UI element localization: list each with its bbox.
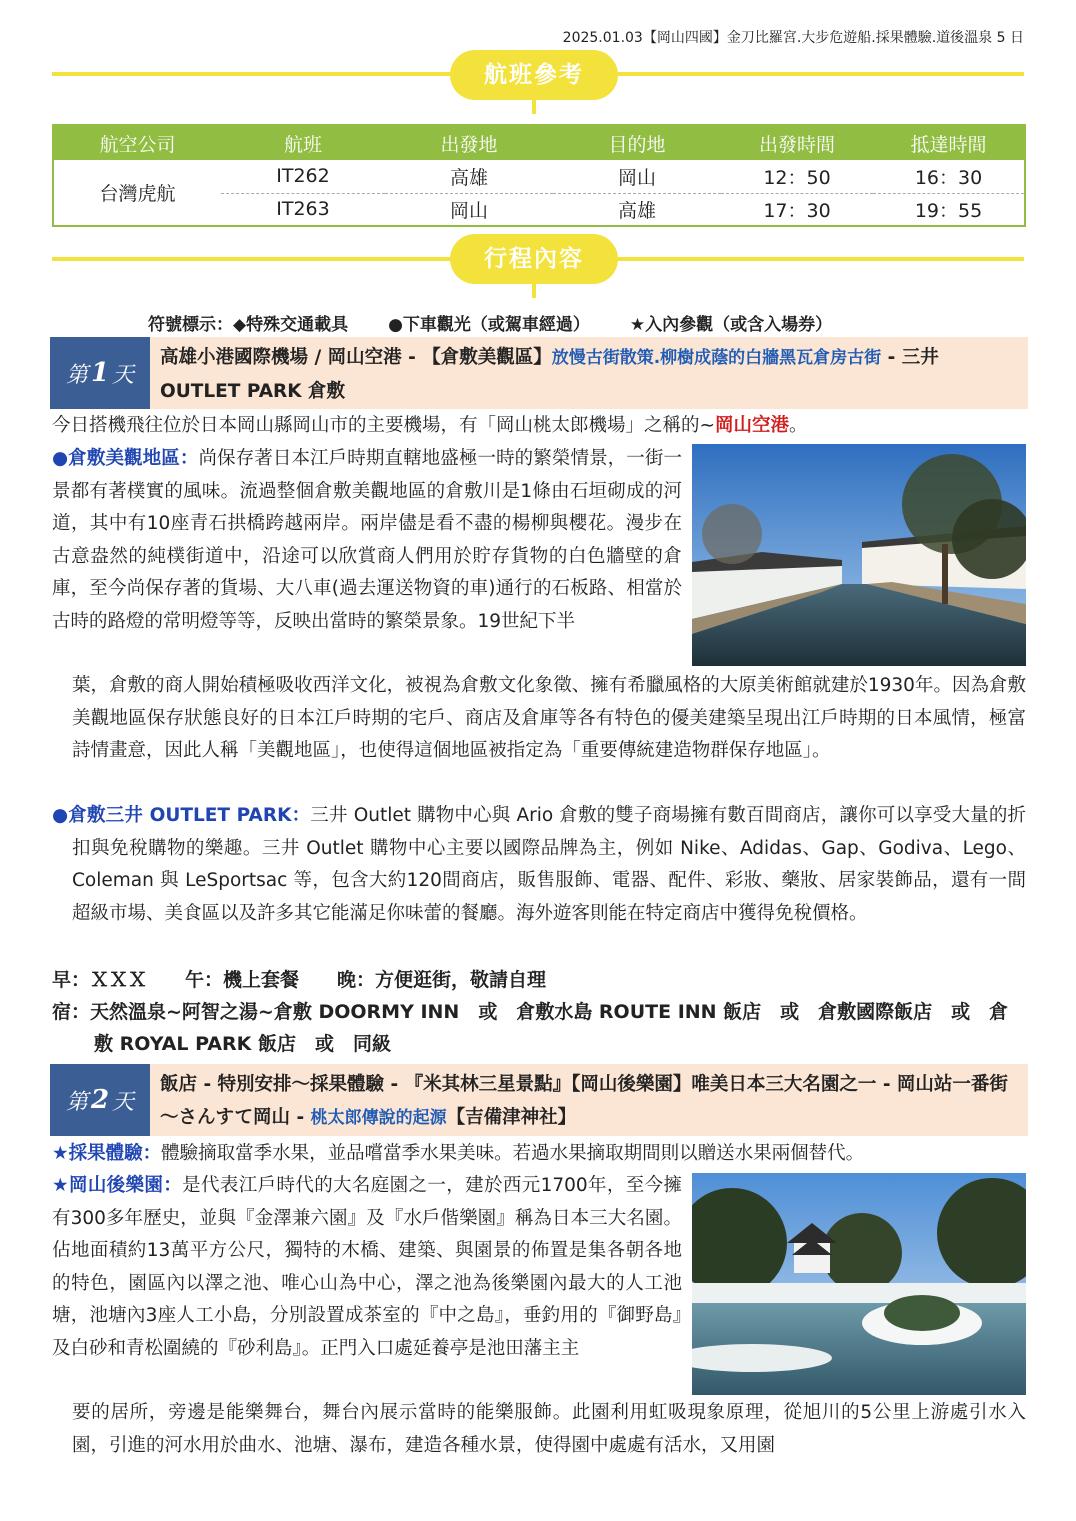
day-label-prefix: 第 bbox=[65, 1089, 88, 1115]
intro-text: 今日搭機飛往位於日本岡山縣岡山市的主要機場，有「岡山桃太郎機場」之稱的~ bbox=[52, 415, 716, 436]
korakuen-title: ★岡山後樂園： bbox=[52, 1175, 183, 1196]
flight-row bbox=[53, 160, 1025, 193]
fruit-picking-title: ★採果體驗： bbox=[52, 1143, 162, 1164]
flight-departure-time: 17：30 bbox=[763, 199, 831, 222]
col-to: 目的地 bbox=[553, 125, 721, 160]
flight-departure-time: 12：50 bbox=[721, 160, 873, 193]
flights-section-title: 航班參考 bbox=[450, 50, 618, 100]
fruit-picking-text: 體驗摘取當季水果，並品嚐當季水果美味。若過水果摘取期間則以贈送水果兩個替代。 bbox=[161, 1143, 865, 1164]
day-number: 1 bbox=[90, 358, 110, 388]
flight-to: 岡山 bbox=[553, 160, 721, 193]
col-from: 出發地 bbox=[385, 125, 553, 160]
legend-admission: ★入內參觀（或含入場券） bbox=[629, 315, 833, 335]
day-1-hotel: 宿：天然溫泉~阿智之湯~倉敷 DOORMY INN 或 倉敷水島 ROUTE INN 飯店 或 倉敷國際飯店 或 倉 bbox=[52, 1001, 1009, 1023]
korakuen-text: 是代表江戶時代的大名庭園之一，建於西元1700年，至今擁有300多年歷史，並與『金澤兼六園』及『水戶偕樂園』稱為日本三大名園。佔地面積約13萬平方公尺，獨特的木橋、建築、與園景的佈置是集各朝各地的特色，園區內以澤之池、唯心山為中心，澤之池為後樂園內最大的人工池塘，池塘內3座人工小島，分別設置成茶室的『中之島』，垂釣用的『御野島』及白砂和青松圍繞的『砂利島』。正門入口處延養亭是池田藩主主 bbox=[52, 1175, 682, 1359]
flight-arrival-time: 16：30 bbox=[873, 160, 1025, 193]
day-number: 2 bbox=[90, 1085, 110, 1115]
col-arrival: 抵達時間 bbox=[873, 125, 1025, 160]
symbol-legend bbox=[148, 310, 832, 335]
flight-number: IT263 bbox=[276, 198, 330, 221]
korakuen-paragraph-side bbox=[52, 1170, 682, 1365]
kurashiki-title: ●倉敷美觀地區： bbox=[52, 448, 199, 469]
day-label-suffix: 天 bbox=[112, 362, 135, 388]
day-1-intro bbox=[52, 410, 1026, 443]
flight-table bbox=[52, 124, 1026, 227]
flight-table-header bbox=[53, 125, 1025, 160]
day-2-route-end: 【吉備津神社】 bbox=[446, 1107, 577, 1128]
outlet-title: ●倉敷三井 OUTLET PARK： bbox=[52, 805, 311, 826]
flight-number: IT262 bbox=[221, 160, 385, 193]
day-1-route-end: - 三井 OUTLET PARK 倉敷 bbox=[160, 347, 939, 402]
flight-from: 岡山 bbox=[449, 199, 488, 222]
page-header-title: 2025.01.03【岡山四國】金刀比羅宮.大步危遊船.採果體驗.道後溫泉 5 日 bbox=[562, 30, 1024, 46]
legend-drive-by: ●下車觀光（或駕車經過） bbox=[388, 315, 590, 335]
korakuen-paragraph-full: 要的居所，旁邊是能樂舞台，舞台內展示當時的能樂服飾。此園利用虹吸現象原理，從旭川的5公里上游處引水入園，引進的河水用於曲水、池塘、瀑布，建造各種水景，使得園中處處有活水，又用園 bbox=[72, 1402, 1026, 1456]
okayama-airport: 岡山空港 bbox=[715, 415, 790, 436]
day-label-prefix: 第 bbox=[65, 362, 88, 388]
fruit-picking-paragraph bbox=[52, 1138, 1026, 1171]
flight-to: 高雄 bbox=[617, 199, 656, 222]
korakuen-garden-photo bbox=[692, 1173, 1026, 1395]
itinerary-section-title: 行程內容 bbox=[450, 234, 618, 284]
col-departure: 出發時間 bbox=[721, 125, 873, 160]
day-1-highlight: 放慢古街散策.柳樹成蔭的白牆黑瓦倉房古街 bbox=[551, 348, 882, 368]
col-airline: 航空公司 bbox=[53, 125, 221, 160]
day-2-badge bbox=[50, 1064, 150, 1136]
flight-arrival-time: 19：55 bbox=[914, 199, 983, 222]
legend-prefix: 符號標示： bbox=[148, 315, 233, 335]
day-1-badge bbox=[50, 337, 150, 409]
kurashiki-text: 尚保存著日本江戶時期直轄地盛極一時的繁榮情景，一街一景都有著樸實的風味。流過整個倉敷美觀地區的倉敷川是1條由石垣砌成的河道，其中有10座青石拱橋跨越兩岸。兩岸儘是看不盡的楊柳與櫻花。漫步在古意盎然的純樸街道中，沿途可以欣賞商人們用於貯存貨物的白色牆壁的倉庫，至今尚保存著的貨場、大八車(過去運送物資的車)通行的石板路、相當於古時的路燈的常明燈等等，反映出當時的繁榮景象。19世紀下半 bbox=[52, 448, 682, 632]
day-2-route: 飯店 - 特別安排～採果體驗 - 『米其林三星景點』【岡山後樂園】唯美日本三大名園之一 - 岡山站一番街～さんすて岡山 - bbox=[160, 1074, 1008, 1128]
day-1-route: 高雄小港國際機場 / 岡山空港 - 【倉敷美觀區】 bbox=[160, 347, 552, 368]
day-2-highlight: 桃太郎傳說的起源 bbox=[310, 1108, 447, 1128]
kurashiki-canal-photo bbox=[692, 444, 1026, 666]
legend-special-transport: ◆特殊交通載具 bbox=[233, 315, 349, 335]
airline-cell: 台灣虎航 bbox=[99, 183, 176, 205]
col-flight: 航班 bbox=[221, 125, 385, 160]
day-label-suffix: 天 bbox=[112, 1089, 135, 1115]
kurashiki-paragraph-full: 葉，倉敷的商人開始積極吸收西洋文化，被視為倉敷文化象徵、擁有希臘風格的大原美術館就建於1930年。因為倉敷美觀地區保存狀態良好的日本江戶時期的宅戶、商店及倉庫等各有特色的優美建築呈現出江戶時期的日本風情，極富詩情畫意，因此人稱「美觀地區」，也使得這個地區被指定為「重要傳統建造物群保存地區」。 bbox=[72, 675, 1026, 761]
intro-end: 。 bbox=[789, 415, 808, 436]
day-1-hotel-cont: 敷 ROYAL PARK 飯店 或 同級 bbox=[94, 1033, 391, 1055]
outlet-text: 三井 Outlet 購物中心與 Ario 倉敷的雙子商場擁有數百間商店，讓你可以享受大量的折扣與免稅購物的樂趣。三井 Outlet 購物中心主要以國際品牌為主，例如 Nike、Adidas、Gap、Godiva、Lego、Coleman 與 LeSportsac 等，包含大約120間商店，販售服飾、電器、配件、彩妝、藥妝、居家裝飾品，還有一間超級市場、美食區以及許多其它能滿足你味蕾的餐廳。海外遊客則能在特定商店中獲得免稅價格。 bbox=[72, 805, 1026, 924]
day-1-meals: 早：ＸＸＸ 午：機上套餐 晚：方便逛街，敬請自理 bbox=[52, 969, 547, 991]
section-pointer bbox=[532, 98, 536, 114]
kurashiki-paragraph-side bbox=[52, 443, 682, 638]
mitsui-outlet-paragraph bbox=[52, 800, 1026, 930]
flight-from: 高雄 bbox=[385, 160, 553, 193]
section-pointer bbox=[532, 282, 536, 298]
day-2-heading bbox=[150, 1064, 1028, 1136]
day-1-heading bbox=[150, 337, 1028, 409]
